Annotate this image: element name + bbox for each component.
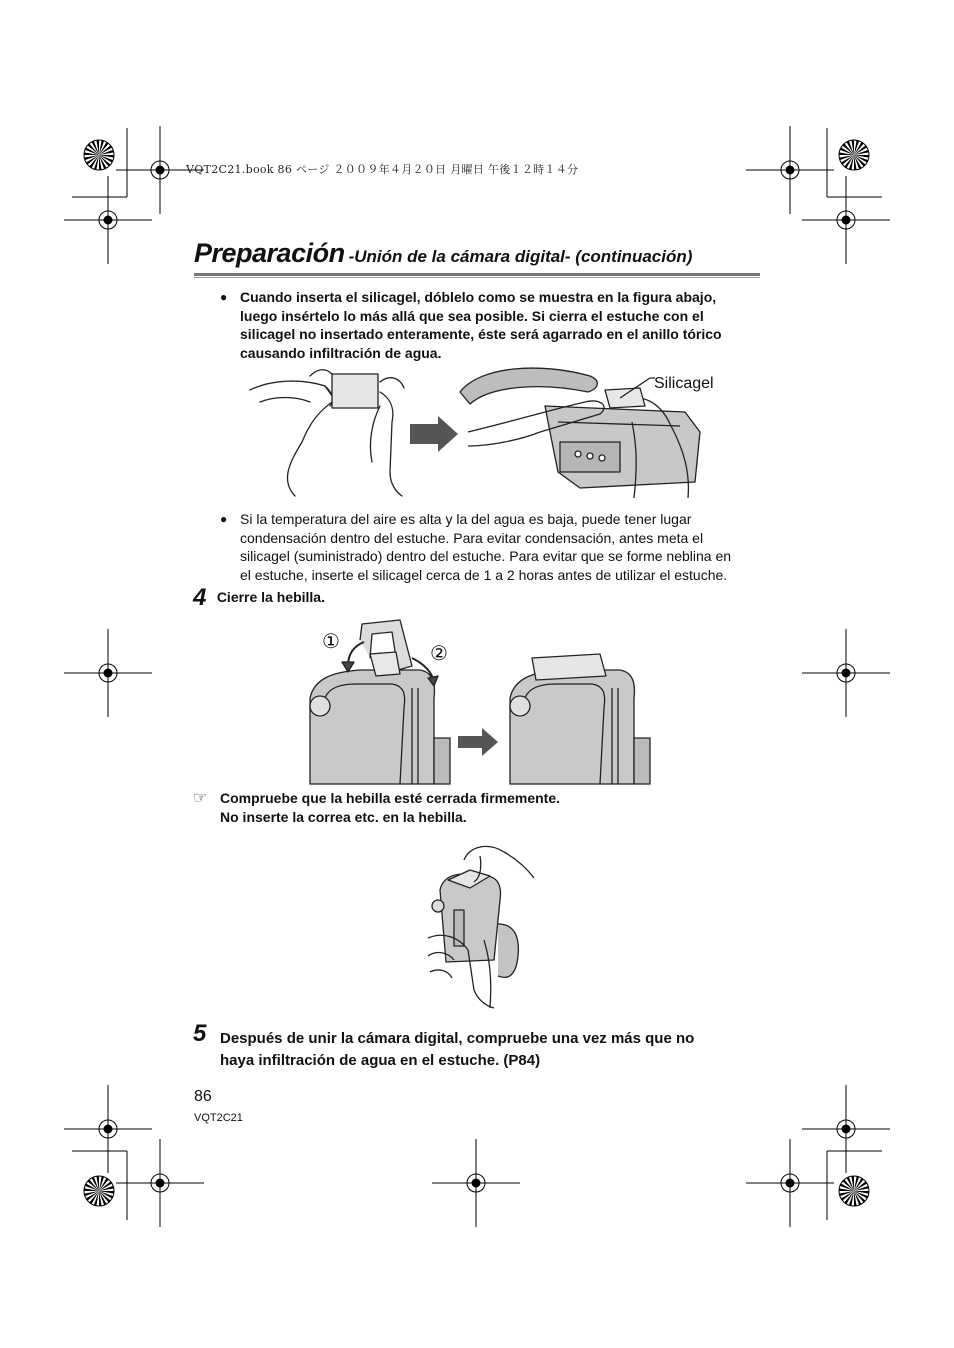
bullet-line: condensación dentro del estuche. Para evitar condensación, antes meta el: [240, 529, 704, 546]
bullet-line: causando infiltración de agua.: [240, 344, 442, 361]
bullet-line: el estuche, inserte el silicagel cerca de 1 a 2 horas antes de utilizar el estuche.: [240, 566, 728, 583]
bullet-line: silicagel no insertado enteramente, éste será agarrado en el anillo tórico: [240, 326, 722, 342]
arrow-right-icon: [458, 728, 498, 756]
buckle-pressing-illustration: [424, 840, 536, 1010]
step-line: haya infiltración de agua en el estuche. (P84): [220, 1052, 541, 1069]
arrow-right-icon: [410, 416, 458, 452]
title-subtitle: -Unión de la cámara digital- (continuación): [348, 247, 693, 266]
crosshair-mark: [64, 1085, 152, 1173]
silicagel-label: Silicagel: [654, 375, 714, 392]
bullet-line: silicagel (suministrado) dentro del estuche. Para evitar que se forme neblina en: [240, 548, 732, 564]
step-line: Después de unir la cámara digital, compruebe una vez más que no: [220, 1030, 695, 1047]
crosshair-mark: [802, 629, 890, 717]
crosshair-mark: [116, 1139, 204, 1227]
step-4: [193, 584, 325, 612]
step-5-text: [220, 1028, 694, 1072]
sunburst-target-mark: [84, 1176, 114, 1206]
bullet-condensation: [220, 510, 760, 584]
sunburst-target-mark: [84, 140, 114, 170]
pointing-hand-icon: ☞: [193, 790, 208, 807]
callout-2: ②: [430, 641, 448, 665]
bullet-line: luego insértelo lo más allá que sea posible. Si cierra el estuche con el: [240, 307, 704, 324]
title-main: Preparación: [194, 238, 345, 268]
bullet-silicagel-folding: [220, 288, 760, 362]
document-code: VQT2C21: [194, 1112, 243, 1124]
crosshair-mark: [64, 629, 152, 717]
crosshair-mark: [802, 1085, 890, 1173]
bullet-line: Si la temperatura del aire es alta y la del agua es baja, puede tener lugar: [240, 511, 692, 527]
step-number: 4: [193, 584, 207, 611]
note-line: No inserte la correa etc. en la hebilla.: [220, 808, 467, 825]
title-rule: [194, 273, 760, 278]
crosshair-mark: [64, 176, 152, 264]
print-header: VQT2C21.book 86 ページ ２００９年４月２０日 月曜日 午後１２時１４分: [186, 163, 579, 176]
crosshair-mark: [746, 1139, 834, 1227]
sunburst-target-mark: [839, 1176, 869, 1206]
page-number: 86: [194, 1088, 212, 1105]
crosshair-mark: [802, 176, 890, 264]
crosshair-mark: [432, 1139, 520, 1227]
step-text: Cierre la hebilla.: [216, 589, 325, 605]
bullet-dot: ●: [220, 512, 228, 526]
silicagel-folding-illustration: [240, 362, 730, 498]
callout-1: ①: [322, 629, 340, 653]
bullet-line: Cuando inserta el silicagel, dóblelo como se muestra en la figura abajo,: [240, 289, 717, 305]
crosshair-mark: [746, 126, 834, 214]
step-number: 5: [193, 1020, 207, 1047]
bullet-dot: ●: [220, 290, 228, 304]
sunburst-target-mark: [839, 140, 869, 170]
buckle-closing-illustration: [300, 618, 660, 786]
step-5: [193, 1020, 206, 1048]
note-line: Compruebe que la hebilla esté cerrada firmemente.: [220, 790, 561, 806]
page-title: [194, 238, 760, 269]
note-text: [220, 789, 560, 826]
